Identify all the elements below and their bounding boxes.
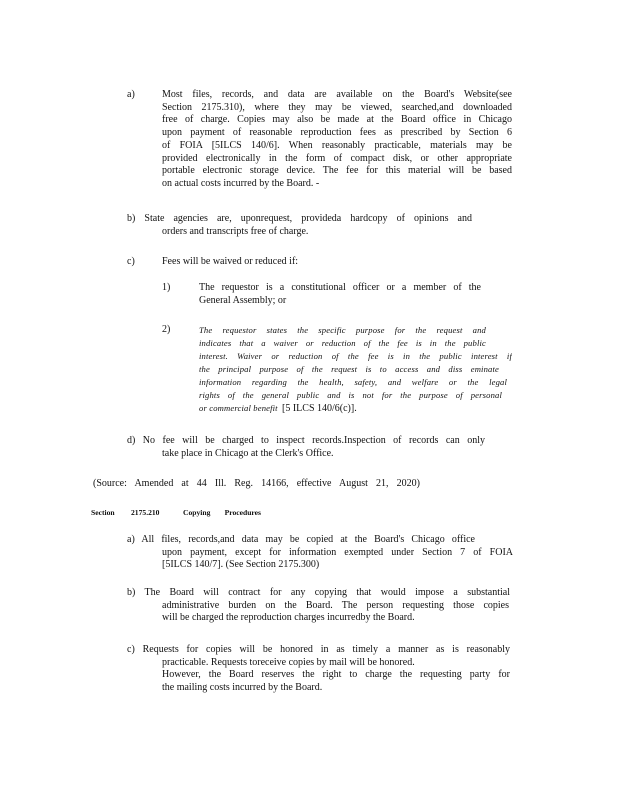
item-c1-line: The requestor is a constitutional officer or a member of the xyxy=(199,282,481,293)
item-c2-line: indicates that a waiver or reduction of the fee is in the public xyxy=(199,338,486,348)
proc-a-line: [5ILCS 140/7]. (See Section 2175.300) xyxy=(162,559,320,571)
proc-c-paragraph xyxy=(127,644,510,695)
item-d-line: take place in Chicago at the Clerk's Office. xyxy=(162,447,334,459)
item-a-line: free of charge. Copies may also be made at the Board office in Chicago xyxy=(162,114,512,126)
source-note xyxy=(93,478,420,491)
item-c2-last-line xyxy=(199,402,512,415)
item-a-line: portable electronic storage device. The fee for this material will be based xyxy=(162,165,512,177)
item-c1-paragraph xyxy=(199,282,481,307)
section-title: Copying Procedures xyxy=(183,508,261,517)
item-c2-line: interest. Waiver or reduction of the fee is in the public interest if xyxy=(199,351,512,361)
proc-b-line: b) The Board will contract for any copying that would impose a substantial xyxy=(127,587,510,598)
section-number: 2175.210 xyxy=(131,508,160,517)
item-c1-line: General Assembly; or xyxy=(199,294,287,306)
item-c2-line: The requestor states the specific purpose for the request and xyxy=(199,325,486,335)
proc-c-line: the mailing costs incurred by the Board. xyxy=(162,682,323,694)
proc-a-paragraph xyxy=(127,534,513,572)
item-a-line: Section 2175.310), where they may be viewed, searched,and downloaded xyxy=(162,101,512,113)
item-b-paragraph xyxy=(127,213,472,238)
proc-c-line: However, the Board reserves the right to charge the requesting party for xyxy=(162,669,510,681)
item-c2-citation: [5 ILCS 140/6(c)]. xyxy=(282,403,357,414)
item-c1-label: 1) xyxy=(162,282,171,293)
proc-a-line: a) All files, records,and data may be copied at the Board's Chicago office xyxy=(127,534,475,545)
item-b-line: b) State agencies are, uponrequest, provideda hardcopy of opinions and xyxy=(127,213,472,224)
proc-a-line: upon payment, except for information exempted under Section 7 of FOIA xyxy=(162,546,513,558)
item-c2-paragraph xyxy=(199,324,512,415)
proc-b-paragraph xyxy=(127,587,510,625)
item-c-text: Fees will be waived or reduced if: xyxy=(162,256,299,267)
item-a-label: a) xyxy=(127,89,135,100)
item-c2-line: rights of the general public and is not for the purpose of personal xyxy=(199,390,502,400)
item-c2-line: the principal purpose of the request is to access and diss eminate xyxy=(199,364,499,374)
proc-c-line: c) Requests for copies will be honored in as timely a manner as is reasonably xyxy=(127,644,510,655)
item-c-label: c) xyxy=(127,256,135,267)
item-a-line: of FOIA [5ILCS 140/6]. When reasonably practicable, materials may be xyxy=(162,139,512,151)
item-c2-line: information regarding the health, safety, and welfare or the legal xyxy=(199,377,507,387)
item-c2-line: or commercial benefit xyxy=(199,403,278,413)
proc-c-line: practicable. Requests toreceive copies by mail will be honored. xyxy=(162,656,415,668)
proc-b-line: administrative burden on the Board. The person requesting those copies xyxy=(162,599,509,611)
item-d-line: d) No fee will be charged to inspect records.Inspection of records can only xyxy=(127,435,485,446)
source-text: (Source: Amended at 44 Ill. Reg. 14166, effective August 21, 2020) xyxy=(93,478,420,489)
item-a-line: upon payment of reasonable reproduction fees as prescribed by Section 6 xyxy=(162,127,512,139)
item-b-line: orders and transcripts free of charge. xyxy=(162,225,309,237)
item-a-line: provided electronically in the form of compact disk, or other appropriate xyxy=(162,152,512,164)
item-d-paragraph xyxy=(127,435,485,460)
item-a-paragraph xyxy=(162,89,512,191)
item-a-line: on actual costs incurred by the Board. - xyxy=(162,177,320,189)
section-label: Section xyxy=(91,508,115,517)
item-c2-label: 2) xyxy=(162,324,171,335)
proc-b-line: will be charged the reproduction charges incurredby the Board. xyxy=(162,612,415,624)
item-a-line: Most files, records, and data are available on the Board's Website(see xyxy=(162,89,512,100)
